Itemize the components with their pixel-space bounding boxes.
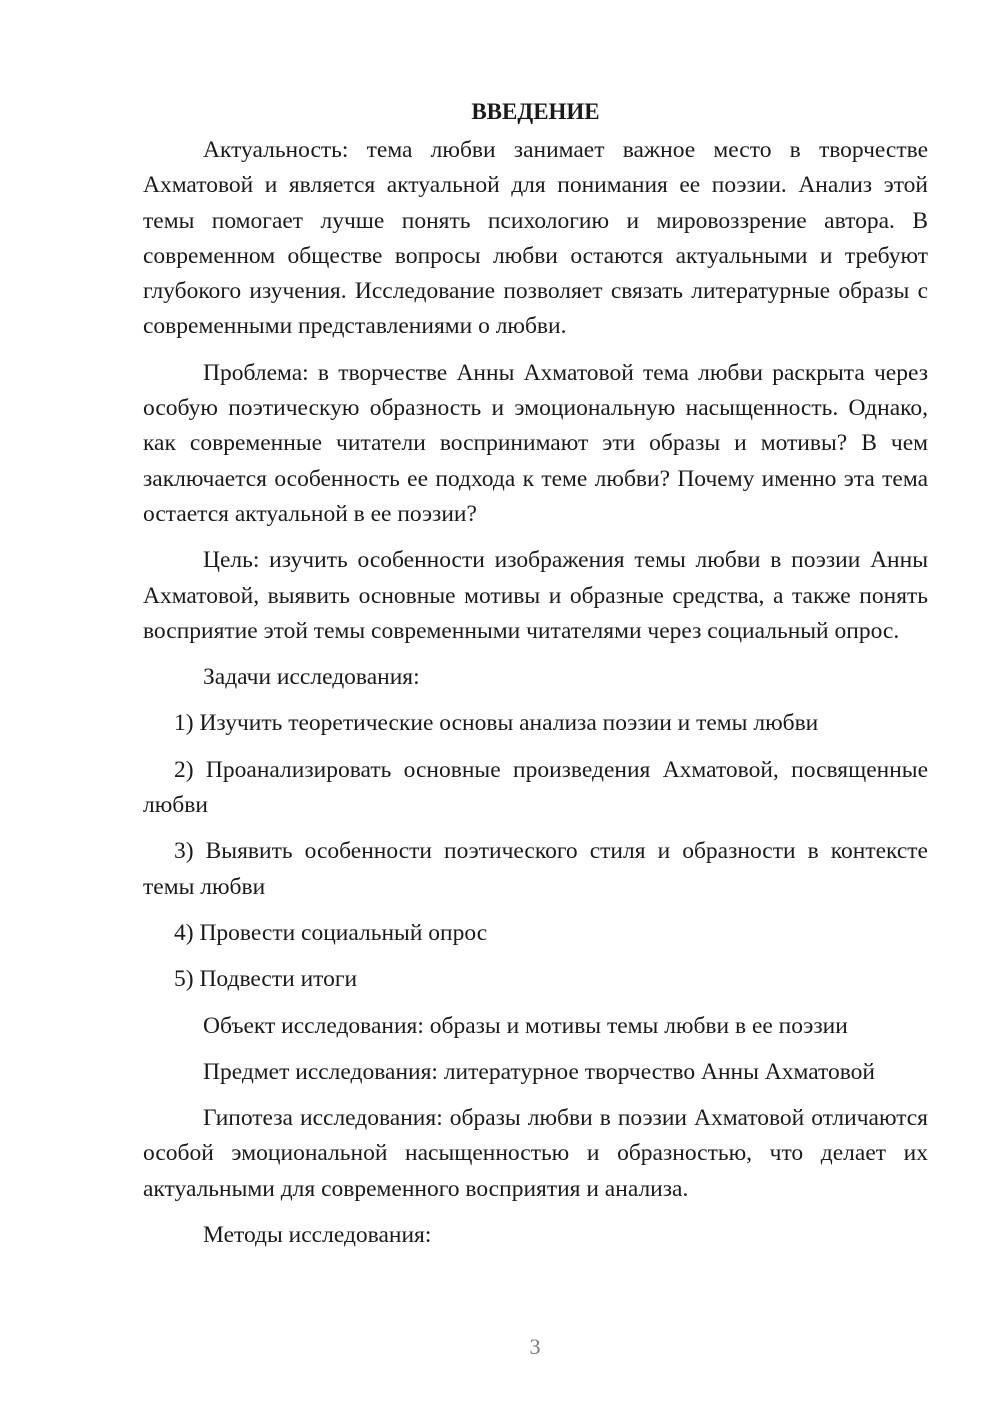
- subject-paragraph: Предмет исследования: литературное творчество Анны Ахматовой: [203, 1058, 875, 1085]
- page-content: [143, 94, 928, 1253]
- hypothesis-paragraph: Гипотеза исследования: образы любви в поэзии Ахматовой отличаются особой эмоциональной насыщенностью и образностью, что делает их актуальными для современного восприятия и анализа.: [143, 1105, 928, 1202]
- task-item-1: 1) Изучить теоретические основы анализа поэзии и темы любви: [174, 710, 819, 737]
- object-paragraph: Объект исследования: образы и мотивы темы любви в ее поэзии: [203, 1012, 848, 1039]
- page-number: 3: [529, 1334, 541, 1359]
- relevance-paragraph: Актуальность: тема любви занимает важное место в творчестве Ахматовой и является актуальной для понимания ее поэзии. Анализ этой темы помогает лучше понять психологию и мировоззрение автора. В современном обществе вопросы любви остаются актуальными и требуют глубокого изучения. Исследование позволяет связать литературные образы с современными представлениями о любви.: [143, 137, 928, 340]
- tasks-heading: Задачи исследования:: [203, 664, 420, 691]
- section-heading: ВВЕДЕНИЕ: [471, 99, 600, 124]
- task-item-2: 2) Проанализировать основные произведения Ахматовой, посвященные любви: [143, 756, 928, 819]
- goal-paragraph: Цель: изучить особенности изображения темы любви в поэзии Анны Ахматовой, выявить основные мотивы и образные средства, а также понять восприятие этой темы современными читателями через социальный опрос.: [143, 547, 928, 644]
- task-item-3: 3) Выявить особенности поэтического стиля и образности в контексте темы любви: [143, 838, 928, 900]
- task-item-4: 4) Провести социальный опрос: [174, 919, 488, 946]
- methods-heading: Методы исследования:: [203, 1222, 432, 1249]
- task-item-5: 5) Подвести итоги: [174, 966, 358, 993]
- problem-paragraph: Проблема: в творчестве Анны Ахматовой тема любви раскрыта через особую поэтическую образность и эмоциональную насыщенность. Однако, как современные читатели воспринимают эти образы и мотивы? В чем заключается особенность ее подхода к теме любви? Почему именно эта тема остается актуальной в ее поэзии?: [143, 359, 928, 527]
